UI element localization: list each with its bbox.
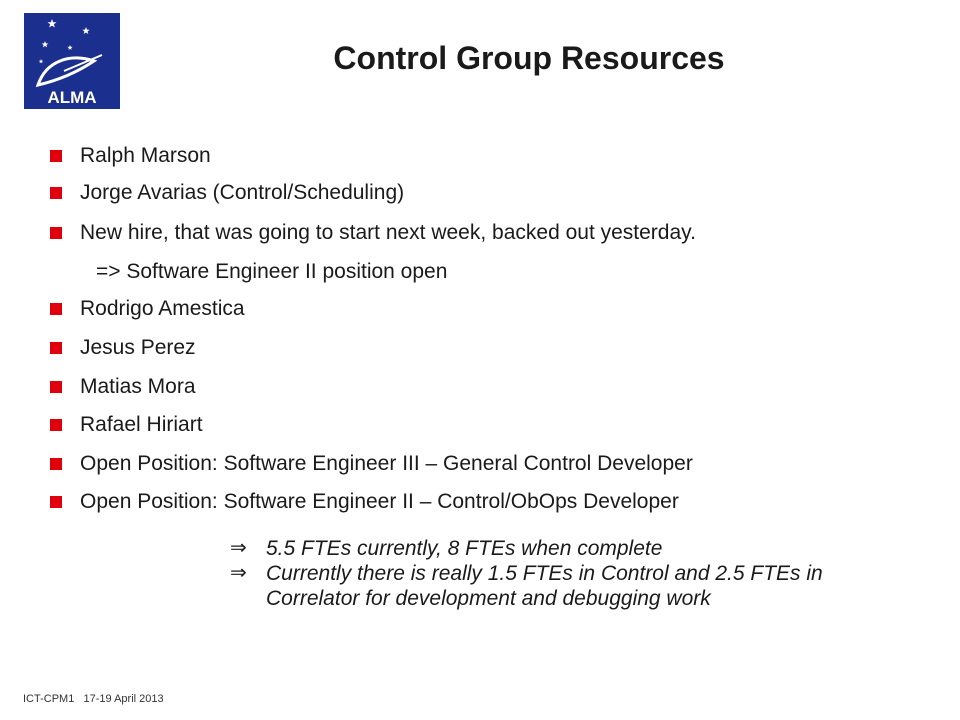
- implies-arrow-icon: ⇒: [230, 562, 247, 584]
- logo-text: ALMA: [47, 88, 97, 107]
- bullet-square-icon: [50, 419, 62, 431]
- footer-event: ICT-CPM1: [23, 693, 75, 705]
- bullet-square-icon: [50, 150, 62, 162]
- bullet-square-icon: [50, 381, 62, 393]
- bullet-square-icon: [50, 496, 62, 508]
- footer-date: 17-19 April 2013: [83, 693, 164, 705]
- bullet-square-icon: [50, 342, 62, 354]
- sub-note: => Software Engineer II position open: [96, 260, 448, 283]
- bullet-square-icon: [50, 458, 62, 470]
- bullet-square-icon: [50, 227, 62, 239]
- slide-title: Control Group Resources: [333, 40, 725, 76]
- conclusion-notes: [230, 536, 866, 611]
- bullet-square-icon: [50, 187, 62, 199]
- footer: [23, 693, 164, 705]
- implies-arrow-icon: ⇒: [230, 537, 247, 559]
- bullet-square-icon: [50, 303, 62, 315]
- conclusion-item: ⇒ Currently there is really 1.5 FTEs in Control and 2.5 FTEs in Correlator for development and debugging work: [230, 562, 823, 610]
- conclusion-item: ⇒ 5.5 FTEs currently, 8 FTEs when complete: [230, 537, 663, 560]
- slide: ALMA Control Group Resources Ralph Marson Jorge Avarias (Control/Scheduling) New hire, that was going to start next week, backed out yesterday. => Software Engineer II position open Rodrigo Amestica Jesus Perez Matias Mora Rafael Hiriart Open Position: Software Engineer III – General Control Developer Open Position: Software Engineer II – Control/ObOps Developer ⇒ 5.5 FTEs currently, 8 FTEs when complete ⇒ Currently there is really 1.5 FTEs in Control and 2.5 FTEs in Correlator for development and debugging work ICT-CPM1 17-19 April 2013: [0, 0, 960, 720]
